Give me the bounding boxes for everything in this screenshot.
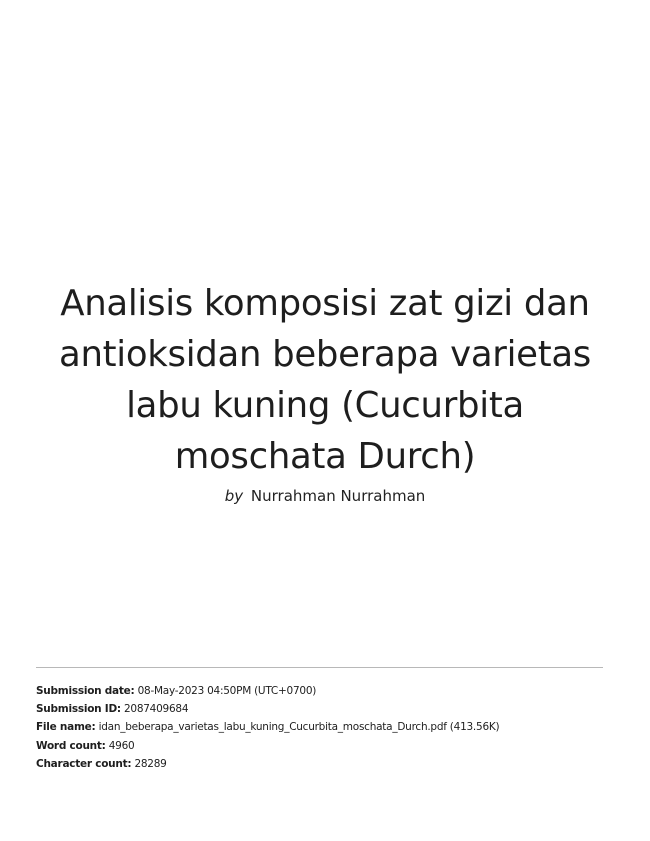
submission-date-label: Submission date: xyxy=(36,685,135,697)
author-name: Nurrahman Nurrahman xyxy=(250,487,426,505)
title-block xyxy=(0,278,650,506)
divider xyxy=(36,667,603,668)
document-title: Analisis komposisi zat gizi dan antioksidan beberapa varietas labu kuning (Cucurbita moschata Durch) xyxy=(59,283,591,477)
submission-info xyxy=(36,682,499,773)
submission-date-row xyxy=(36,682,499,700)
character-count-row xyxy=(36,755,499,773)
word-count-row xyxy=(36,737,499,755)
by-label: by xyxy=(224,487,244,505)
word-count-value: 4960 xyxy=(108,739,135,752)
submission-date-value: 08-May-2023 04:50PM (UTC+0700) xyxy=(137,685,317,697)
character-count-label: Character count: xyxy=(36,757,132,770)
submission-id-row xyxy=(36,700,499,718)
word-count-label: Word count: xyxy=(36,739,106,752)
file-name-label: File name: xyxy=(36,721,96,734)
file-name-row xyxy=(36,718,499,736)
file-name-value: idan_beberapa_varietas_labu_kuning_Cucurbita_moschata_Durch.pdf (413.56K) xyxy=(98,721,500,734)
byline xyxy=(0,486,650,506)
character-count-value: 28289 xyxy=(134,757,167,770)
submission-id-label: Submission ID: xyxy=(36,703,121,716)
submission-id-value: 2087409684 xyxy=(123,703,189,716)
